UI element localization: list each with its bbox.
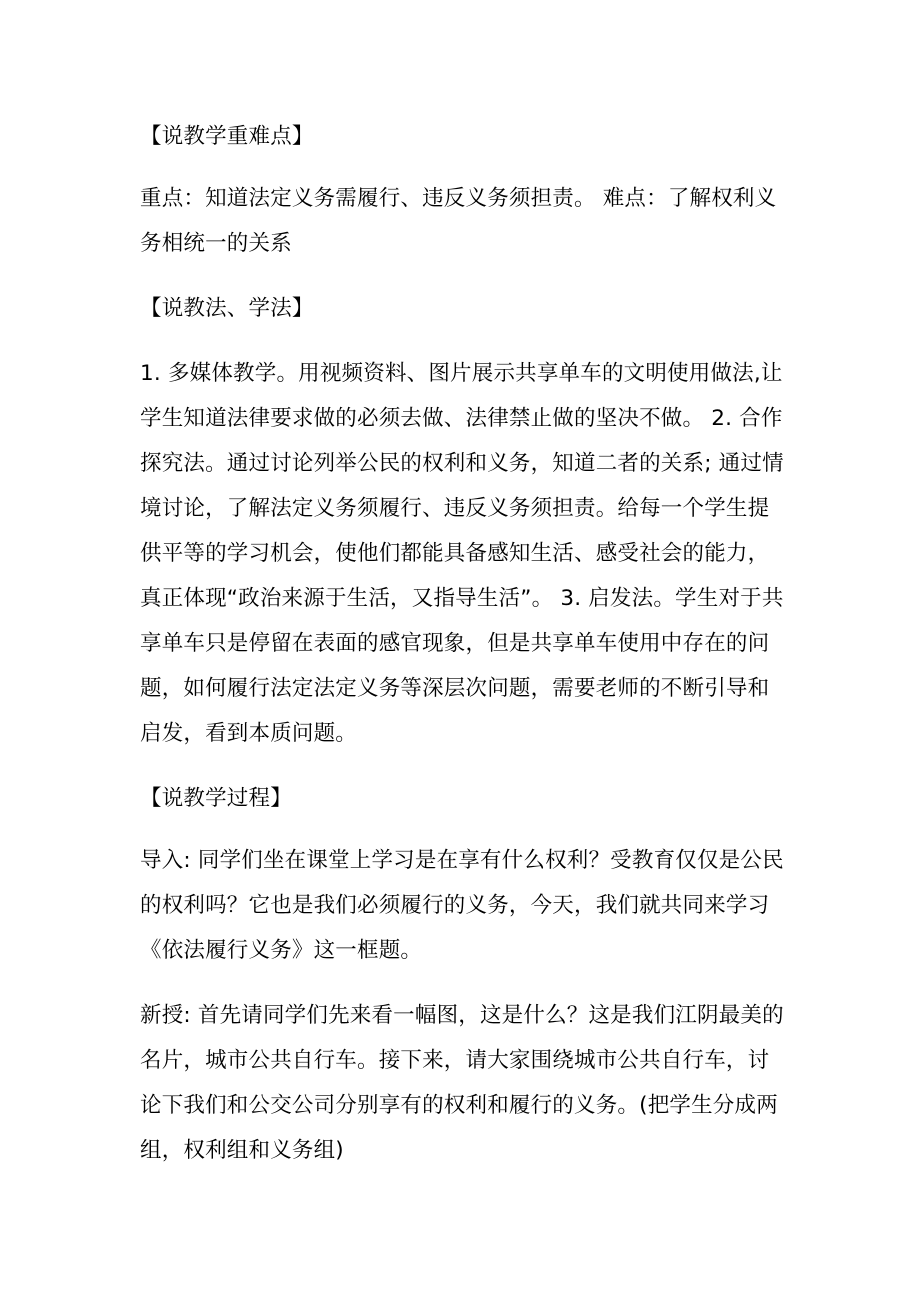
document-body	[140, 114, 790, 1173]
section-heading-process: 【说教学过程】	[140, 786, 292, 811]
section-heading-methods: 【说教法、学法】	[140, 296, 314, 321]
new-lesson-paragraph: 新授: 首先请同学们先来看一幅图，这是什么？这是我们江阴最美的名片，城市公共自行车。接下来，请大家围绕城市公共自行车，讨论下我们和公交公司分别享有的权利和履行的义务。(把学生分成两组，权利组和义务组)	[140, 1003, 784, 1163]
key-points-paragraph: 重点：知道法定义务需履行、违反义务须担责。 难点：了解权利义务相统一的关系	[140, 186, 777, 256]
methods-paragraph: 1. 多媒体教学。用视频资料、图片展示共享单车的文明使用做法,让学生知道法律要求做的必须去做、法律禁止做的坚决不做。 2. 合作探究法。通过讨论列举公民的权利和义务，知道二者的关系; 通过情境讨论，了解法定义务须履行、违反义务须担责。给每一个学生提供平等的学习机会，使他们都能具备感知生活、感受社会的能力，真正体现“政治来源于生活，又指导生活”。 3. 启发法。学生对于共享单车只是停留在表面的感官现象，但是共享单车使用中存在的问题，如何履行法定法定义务等深层次问题，需要老师的不断引导和启发，看到本质问题。	[140, 361, 784, 746]
section-heading-key-points: 【说教学重难点】	[140, 124, 314, 149]
intro-paragraph: 导入: 同学们坐在课堂上学习是在享有什么权利？受教育仅仅是公民的权利吗？它也是我们必须履行的义务，今天，我们就共同来学习《依法履行义务》这一框题。	[140, 848, 784, 963]
